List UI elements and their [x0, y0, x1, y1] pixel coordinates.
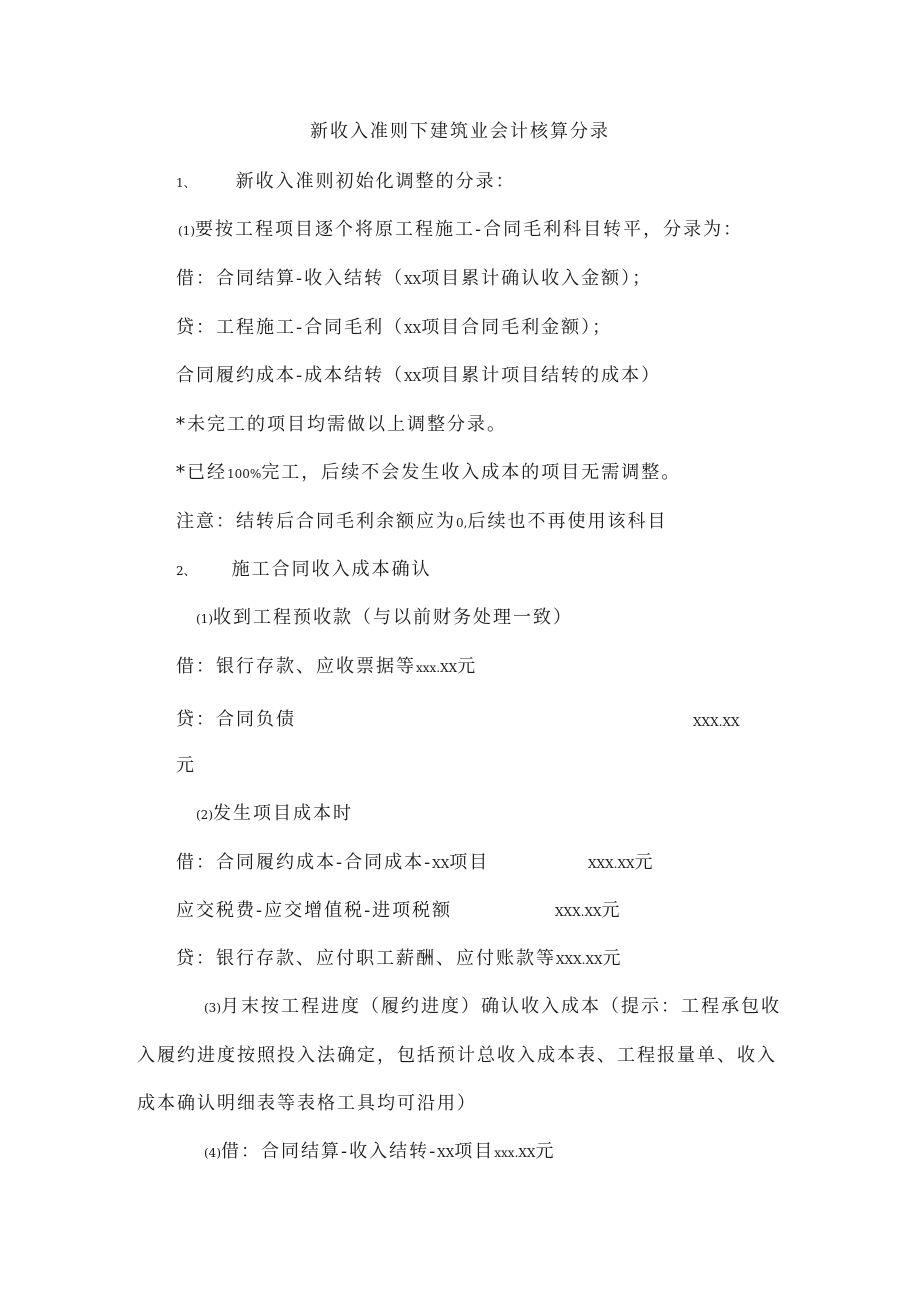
s2-item-4-number: (4) — [204, 1146, 221, 1160]
s1-credit-line — [176, 316, 612, 341]
s2-debit-2-xx: XX — [432, 857, 450, 871]
s1-item-1-text: 要按工程项目逐个将原工程施工-合同毛利科目转平，分录为： — [195, 219, 744, 240]
s2-credit-1-line: 贷：合同负债 — [176, 709, 296, 730]
s1-debit-text-b: 项目累计确认收入金额）； — [421, 268, 653, 289]
s1-cost-text-a: 合同履约成本-成本结转（ — [176, 365, 405, 386]
s2-item-4-amount: xxx.XX — [494, 1146, 536, 1160]
s2-item-2-number: (2) — [196, 808, 213, 822]
s2-item-4-text-b: 项目 — [454, 1141, 495, 1162]
note-completed-text-b: 完工，后续不会发生收入成本的项目无需调整。 — [261, 462, 682, 483]
note-attention-text-a: 注意：结转后合同毛利余额应为 — [176, 511, 456, 532]
s2-item-3-line-3: 成本确认明细表等表格工具均可沿用） — [137, 1093, 477, 1114]
document-title: 新收入准则下建筑业会计核算分录 — [310, 121, 610, 142]
s2-debit-2-line — [176, 851, 489, 876]
s2-item-3-text-1: 月末按工程进度（履约进度）确认收入成本（提示：工程承包收 — [221, 996, 781, 1017]
s1-credit-text-b: 项目合同毛利金额）； — [421, 317, 613, 338]
s2-item-3-number: (3) — [204, 1001, 221, 1015]
s2-credit-1-unit: 元 — [176, 755, 196, 776]
s2-item-1-number: (1) — [196, 612, 213, 626]
s2-debit-1-line — [176, 655, 477, 680]
s2-debit-1-unit: 元 — [457, 656, 478, 677]
note-attention-text-b: 后续也不再使用该科目 — [467, 511, 668, 532]
note-unfinished: *未完工的项目均需做以上调整分录。 — [176, 414, 507, 435]
section-1-heading — [176, 170, 516, 195]
s2-item-3-line-1 — [204, 995, 781, 1020]
s2-debit-1-text: 借：银行存款、应收票据等 — [176, 656, 416, 677]
note-attention — [176, 510, 667, 535]
section-2-title: 施工合同收入成本确认 — [231, 559, 432, 580]
note-attention-zero: 0, — [456, 516, 468, 530]
s2-item-4-line — [204, 1140, 555, 1165]
s1-item-1-number: (1) — [178, 224, 195, 238]
s2-item-3-line-2: 入履约进度按照投入法确定，包括预计总收入成本表、工程报量单、收入 — [137, 1045, 777, 1066]
s2-credit-2-unit: 元 — [602, 948, 623, 969]
s1-cost-line — [176, 364, 661, 389]
s2-item-1-text: 收到工程预收款（与以前财务处理一致） — [213, 607, 573, 628]
s2-credit-2-text: 贷：银行存款、应付职工薪酬、应付账款等 — [176, 948, 556, 969]
s1-debit-text-a: 借：合同结算-收入结转（ — [176, 268, 405, 289]
s2-debit-2-unit: 元 — [634, 852, 655, 873]
s2-tax-amount: XXX.XX — [555, 905, 602, 919]
s1-cost-xx: XX — [404, 370, 422, 384]
s2-debit-2-amount: XXX.XX — [588, 857, 635, 871]
s2-item-4-text-a: 借：合同结算-收入结转- — [221, 1141, 438, 1162]
s2-tax-unit: 元 — [601, 900, 622, 921]
s1-item-1 — [178, 218, 743, 243]
section-2-number: 2、 — [176, 564, 196, 578]
s1-debit-xx: XX — [404, 273, 422, 287]
s2-tax-line: 应交税费-应交增值税-进项税额 — [176, 900, 453, 921]
s2-credit-1-amount: XXX.XX — [693, 715, 740, 729]
s2-item-2-text: 发生项目成本时 — [213, 803, 353, 824]
s2-item-1 — [196, 606, 573, 631]
s2-item-2 — [196, 802, 353, 827]
s2-tax-amount-group — [555, 899, 622, 924]
section-1-title: 新收入准则初始化调整的分录： — [235, 171, 516, 192]
s2-debit-2-text-b: 项目 — [449, 852, 490, 873]
note-completed-percent: 100% — [227, 467, 262, 481]
s2-credit-2-amount: XXX.XX — [556, 953, 603, 967]
s1-credit-text-a: 贷：工程施工-合同毛利（ — [176, 317, 405, 338]
s2-credit-2-line — [176, 947, 623, 972]
s2-item-4-xx: XX — [437, 1146, 455, 1160]
s2-item-4-unit: 元 — [535, 1141, 556, 1162]
section-1-number: 1、 — [176, 176, 196, 190]
s2-debit-2-text-a: 借：合同履约成本-合同成本- — [176, 852, 433, 873]
note-completed — [176, 461, 681, 486]
section-2-heading — [176, 558, 432, 583]
s1-debit-line — [176, 267, 652, 292]
s2-debit-2-amount-group — [588, 851, 655, 876]
s1-credit-xx: XX — [404, 322, 422, 336]
s1-cost-text-b: 项目累计项目结转的成本） — [421, 365, 662, 386]
note-completed-text-a: *已经 — [176, 462, 227, 483]
s2-debit-1-amount: xxx.XX — [416, 661, 458, 675]
